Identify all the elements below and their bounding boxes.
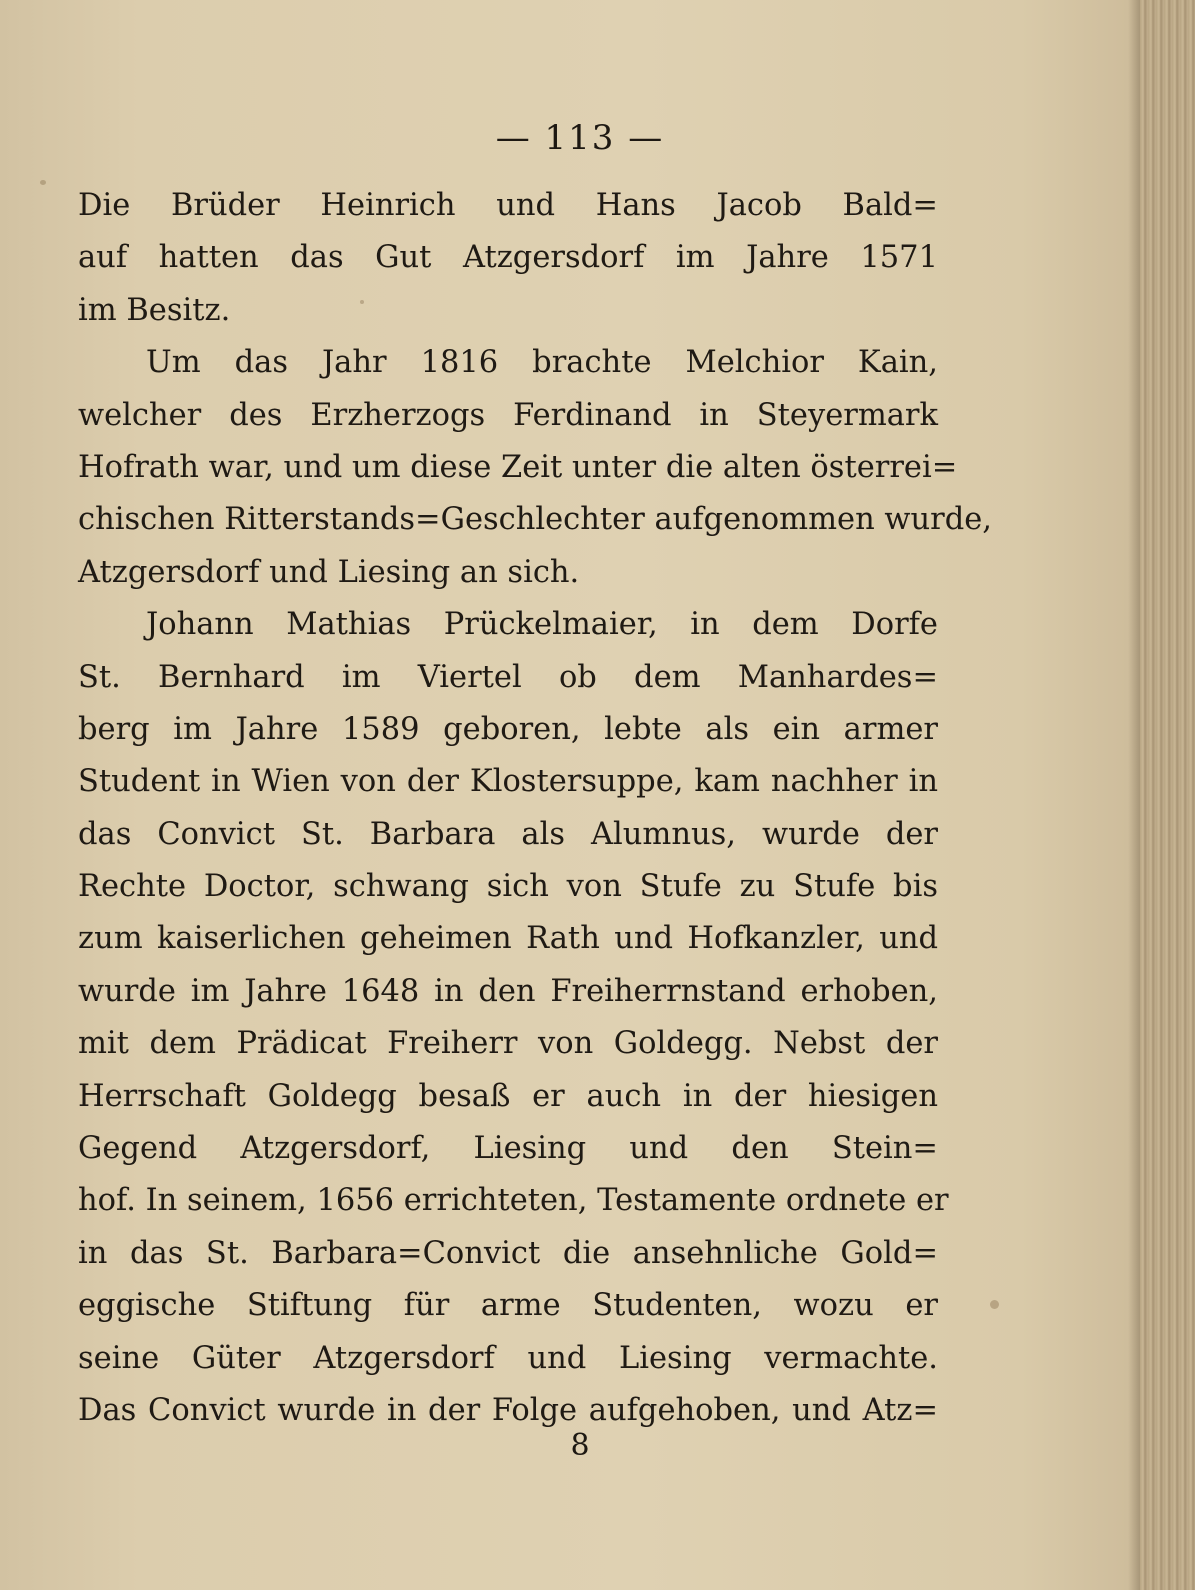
text-line: wurde im Jahre 1648 in den Freiherrnstand erhoben,	[78, 973, 938, 1009]
text-line: Die Brüder Heinrich und Hans Jacob Bald=	[78, 188, 938, 223]
text-line: das Convict St. Barbara als Alumnus, wurde der	[78, 816, 938, 852]
text-line: Rechte Doctor, schwang sich von Stufe zu Stufe bis	[78, 869, 938, 905]
text-line: welcher des Erzherzogs Ferdinand in Steyermark	[78, 397, 938, 433]
text-line: auf hatten das Gut Atzgersdorf im Jahre 1571	[78, 240, 938, 276]
text-line: Student in Wien von der Klostersuppe, kam nachher in	[78, 764, 938, 800]
signature-mark: 8	[570, 1428, 590, 1463]
text-line: in das St. Barbara=Convict die ansehnliche Gold=	[78, 1235, 938, 1271]
text-line: Um das Jahr 1816 brachte Melchior Kain,	[146, 345, 938, 381]
text-line: hof. In seinem, 1656 errichteten, Testamente ordnete er	[78, 1183, 949, 1219]
paper-spot	[40, 180, 46, 185]
text-line: Herrschaft Goldegg besaß er auch in der hiesigen	[78, 1078, 938, 1114]
paper-spot	[990, 1300, 999, 1309]
text-line: Gegend Atzgersdorf, Liesing und den Stein=	[78, 1131, 938, 1167]
text-line: berg im Jahre 1589 geboren, lebte als ein armer	[78, 711, 938, 747]
text-line: Hofrath war, und um diese Zeit unter die alten österrei=	[78, 449, 958, 485]
text-line: Atzgersdorf und Liesing an sich.	[78, 554, 580, 590]
body-text	[78, 180, 993, 1437]
text-line: seine Güter Atzgersdorf und Liesing vermachte.	[78, 1340, 938, 1376]
text-line: mit dem Prädicat Freiherr von Goldegg. Nebst der	[78, 1026, 938, 1062]
text-line: Johann Mathias Prückelmaier, in dem Dorfe	[146, 607, 938, 643]
text-line: zum kaiserlichen geheimen Rath und Hofkanzler, und	[78, 921, 938, 957]
page-number-header: — 113 —	[495, 118, 665, 158]
text-line: eggische Stiftung für arme Studenten, wozu er	[78, 1288, 938, 1324]
text-line: St. Bernhard im Viertel ob dem Manhardes=	[78, 659, 938, 695]
text-line: Das Convict wurde in der Folge aufgehoben, und Atz=	[78, 1392, 938, 1428]
text-line: im Besitz.	[78, 292, 231, 328]
page-stack-edge	[1140, 0, 1195, 1590]
text-line: chischen Ritterstands=Geschlechter aufgenommen wurde,	[78, 502, 993, 538]
